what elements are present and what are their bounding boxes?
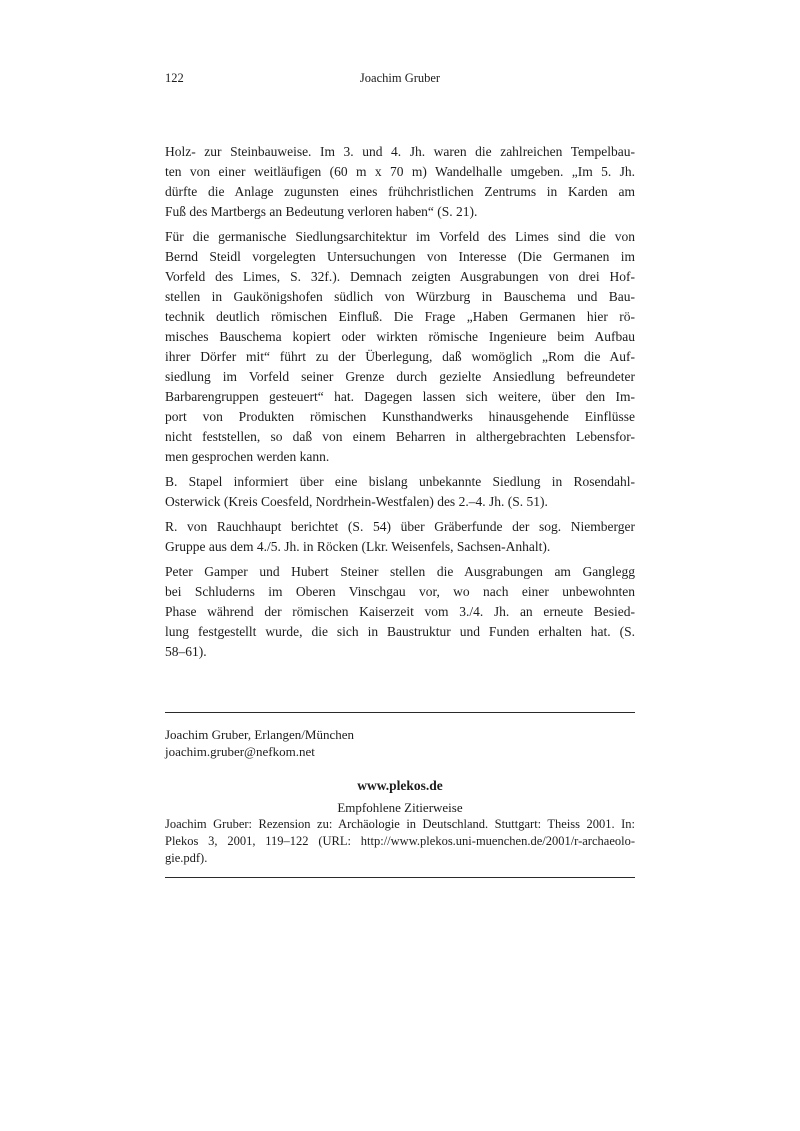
page-header <box>165 70 635 86</box>
text-line: misches Bauschema kopiert oder wirkten römische Ingenieure beim Aufbau <box>165 329 635 344</box>
text-line: Für die germanische Siedlungsarchitektur im Vorfeld des Limes sind die von <box>165 229 635 244</box>
text-line: Holz- zur Steinbauweise. Im 3. und 4. Jh. waren die zahlreichen Tempelbau- <box>165 144 635 159</box>
text-line: ten von einer weitläufigen (60 m x 70 m) Wandelhalle umgeben. „Im 5. Jh. <box>165 164 635 179</box>
text-line: Plekos 3, 2001, 119–122 (URL: http://www.plekos.uni-muenchen.de/2001/r-archaeolo- <box>165 834 635 848</box>
text-line: gie.pdf). <box>165 851 208 865</box>
text-line: Bernd Steidl vorgelegten Untersuchungen von Interesse (Die Germanen im <box>165 249 635 264</box>
paragraph <box>165 562 635 662</box>
text-line: Barbarengruppen gesteuert“ hat. Dagegen lassen sich weitere, über den Im- <box>165 389 635 404</box>
text-line: Peter Gamper und Hubert Steiner stellen die Ausgrabungen am Ganglegg <box>165 564 635 579</box>
text-line: siedlung im Vorfeld seiner Grenze durch gezielte Ansiedlung befreundeter <box>165 369 635 384</box>
paragraph <box>165 227 635 467</box>
site-url: www.plekos.de <box>357 778 443 793</box>
page-number: 122 <box>165 71 184 85</box>
text-line: B. Stapel informiert über eine bislang unbekannte Siedlung in Rosendahl- <box>165 474 635 489</box>
paragraph <box>165 142 635 222</box>
text-line: technik deutlich römischen Einfluß. Die Frage „Haben Germanen hier rö- <box>165 309 635 324</box>
author-line: Joachim Gruber, Erlangen/München <box>165 727 355 742</box>
text-line: nicht feststellen, so daß von einem Beharren in althergebrachten Lebensfor- <box>165 429 635 444</box>
text-line: Joachim Gruber: Rezension zu: Archäologie in Deutschland. Stuttgart: Theiss 2001. In: <box>165 817 635 831</box>
text-line: 58–61). <box>165 644 207 659</box>
citation-block <box>165 816 635 867</box>
paragraph <box>165 517 635 557</box>
separator-rule-top <box>165 712 635 713</box>
text-line: Vorfeld des Limes, S. 32f.). Demnach zeigten Ausgrabungen von drei Hof- <box>165 269 635 284</box>
body-text <box>165 142 635 667</box>
text-line: men gesprochen werden kann. <box>165 449 330 464</box>
author-email: joachim.gruber@nefkom.net <box>165 744 315 759</box>
text-line: bei Schluderns im Oberen Vinschgau vor, wo nach einer unbewohnten <box>165 584 635 599</box>
text-line: Phase während der römischen Kaiserzeit vom 3./4. Jh. an erneute Besied- <box>165 604 635 619</box>
text-line: Osterwick (Kreis Coesfeld, Nordrhein-Westfalen) des 2.–4. Jh. (S. 51). <box>165 494 548 509</box>
text-line: dürfte die Anlage zugunsten eines frühchristlichen Zentrums in Karden am <box>165 184 635 199</box>
text-line: port von Produkten römischen Kunsthandwerks hinausgehende Einflüsse <box>165 409 635 424</box>
text-line: stellen in Gaukönigshofen südlich von Würzburg in Bauschema und Bau- <box>165 289 635 304</box>
paragraph <box>165 472 635 512</box>
text-line: ihrer Dörfer mit“ führt zu der Überlegung, daß womöglich „Rom die Auf- <box>165 349 635 364</box>
citation-heading: Empfohlene Zitierweise <box>337 800 463 815</box>
running-head: Joachim Gruber <box>359 71 441 85</box>
text-line: Gruppe aus dem 4./5. Jh. in Röcken (Lkr. Weisenfels, Sachsen-Anhalt). <box>165 539 551 554</box>
page-footer <box>165 712 635 878</box>
text-line: lung festgestellt wurde, die sich in Baustruktur und Funden erhalten hat. (S. <box>165 624 635 639</box>
separator-rule-bottom <box>165 877 635 878</box>
text-line: Fuß des Martbergs an Bedeutung verloren haben“ (S. 21). <box>165 204 478 219</box>
text-line: R. von Rauchhaupt berichtet (S. 54) über Gräberfunde der sog. Niemberger <box>165 519 635 534</box>
